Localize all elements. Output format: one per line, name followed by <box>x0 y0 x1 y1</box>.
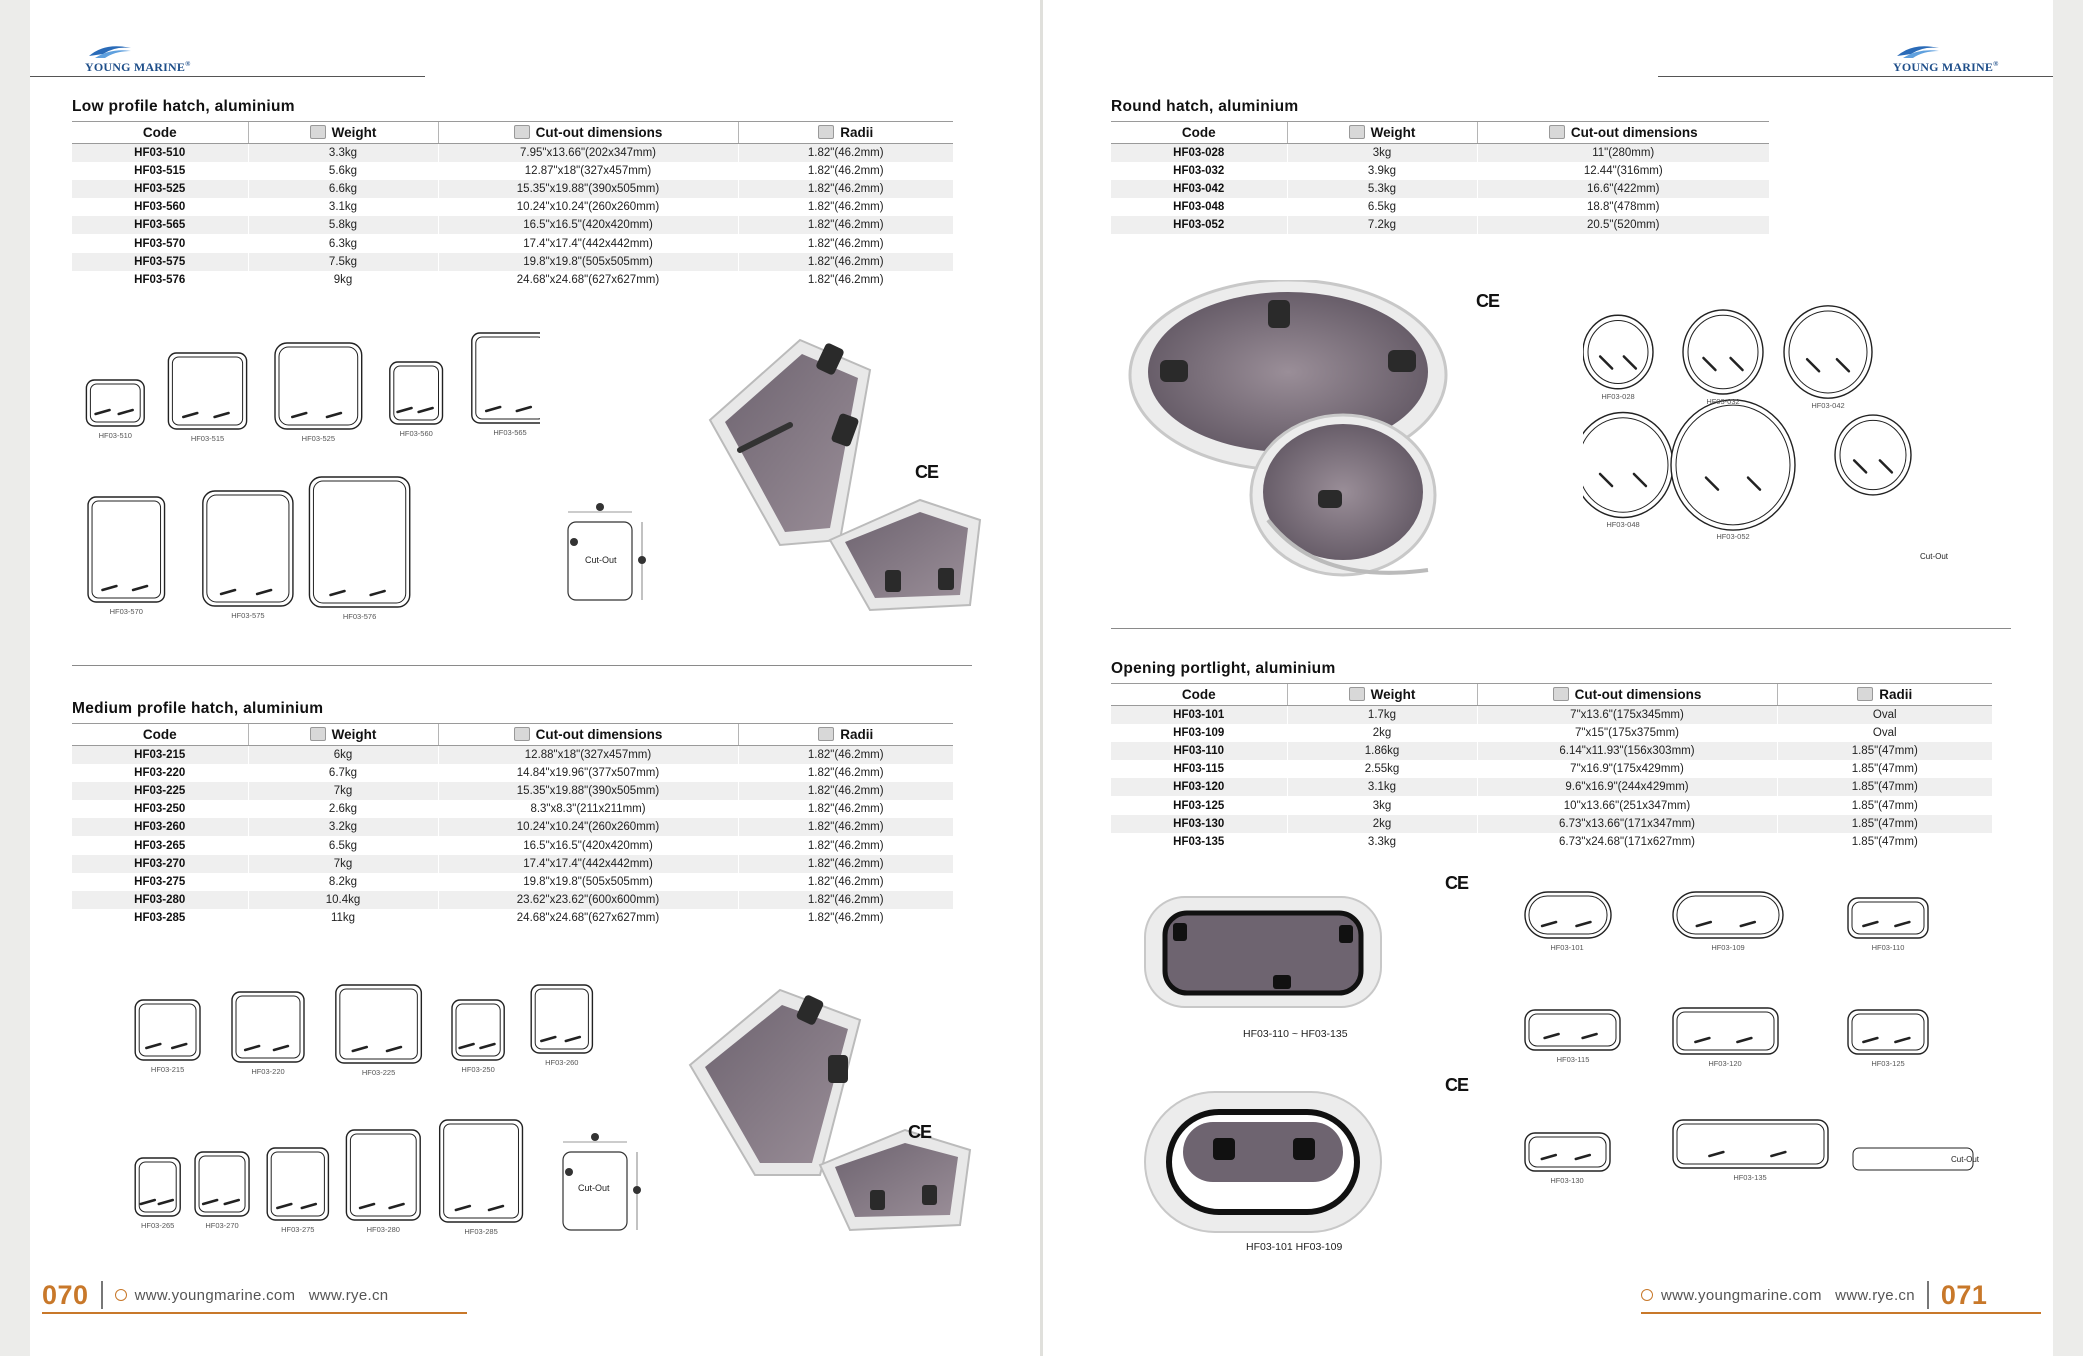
portlight-title: Opening portlight, aluminium <box>1111 660 1336 677</box>
hatch-drawing <box>472 333 540 423</box>
table-cell: 1.85"(47mm) <box>1777 833 1992 851</box>
code-cell: HF03-575 <box>72 253 248 271</box>
left-footer-rule <box>42 1312 467 1314</box>
drawing-caption: HF03-510 <box>98 431 132 440</box>
drawing-caption: HF03-125 <box>1871 1059 1905 1068</box>
footer-bar <box>1927 1281 1929 1309</box>
drawing-caption: HF03-130 <box>1550 1176 1584 1185</box>
table-header-row <box>1111 684 1992 706</box>
table-cell: 5.3kg <box>1287 180 1477 198</box>
round-hatch-drawing <box>1835 415 1911 495</box>
table-row <box>72 180 953 198</box>
table-row <box>1111 833 1992 851</box>
table-cell: 24.68"x24.68"(627x627mm) <box>438 271 738 289</box>
code-cell: HF03-510 <box>72 144 248 162</box>
drawing-caption: HF03-042 <box>1811 401 1845 410</box>
table-cell: 10"x13.66"(251x347mm) <box>1477 796 1777 814</box>
table-row <box>72 253 953 271</box>
table-cell: 5.8kg <box>248 216 438 234</box>
table-row <box>72 800 953 818</box>
round-hatch-drawing <box>1583 315 1653 389</box>
table-cell: 3.3kg <box>1287 833 1477 851</box>
code-cell: HF03-125 <box>1173 799 1225 812</box>
table-cell: 6.5kg <box>248 836 438 854</box>
right-footer <box>1641 1278 1987 1312</box>
table-cell: 8.2kg <box>248 873 438 891</box>
drawing-caption: HF03-225 <box>361 1068 396 1077</box>
medium-cutout-label: Cut-Out <box>578 1183 610 1193</box>
table-row <box>1111 180 1769 198</box>
table-cell: 6.6kg <box>248 180 438 198</box>
table-cell: 1.82"(46.2mm) <box>738 891 953 909</box>
brand-wave-icon <box>85 40 135 60</box>
hatch-drawing <box>336 985 422 1063</box>
table-cell: 23.62"x23.62"(600x600mm) <box>438 891 738 909</box>
low-profile-title: Low profile hatch, aluminium <box>72 98 295 115</box>
table-row <box>72 216 953 234</box>
column-header: Weight <box>248 122 438 144</box>
drawing-caption: HF03-565 <box>493 428 527 437</box>
drawing-caption: HF03-101 <box>1550 943 1584 952</box>
brand-name: YOUNG MARINE® <box>1893 60 1999 74</box>
hatch-drawing <box>1673 1120 1828 1168</box>
portlight-rect-photo <box>1143 895 1383 1015</box>
code-cell: HF03-032 <box>1173 164 1225 177</box>
table-row <box>1111 796 1992 814</box>
round-drawings <box>1583 300 1943 570</box>
table-cell: 6.14"x11.93"(156x303mm) <box>1477 742 1777 760</box>
drawing-caption: HF03-135 <box>1733 1173 1767 1182</box>
code-cell: HF03-135 <box>1173 835 1225 848</box>
radii-icon <box>818 727 834 741</box>
footer-bar <box>101 1281 103 1309</box>
table-cell: 1.82"(46.2mm) <box>738 253 953 271</box>
hatch-drawing <box>232 992 304 1062</box>
column-header: Cut-out dimensions <box>1477 684 1777 706</box>
code-cell: HF03-280 <box>72 891 248 909</box>
table-cell: 1.85"(47mm) <box>1777 796 1992 814</box>
hatch-drawing <box>1848 898 1928 938</box>
hatch-drawing <box>88 497 165 602</box>
round-table <box>1111 121 1769 234</box>
drawing-caption: HF03-265 <box>141 1221 175 1230</box>
table-cell: 1.85"(47mm) <box>1777 742 1992 760</box>
table-cell: 3.1kg <box>248 198 438 216</box>
table-cell: 1.82"(46.2mm) <box>738 836 953 854</box>
globe-icon <box>115 1289 127 1301</box>
table-row <box>1111 742 1992 760</box>
code-cell: HF03-265 <box>134 839 186 852</box>
table-cell: 10.24"x10.24"(260x260mm) <box>438 198 738 216</box>
table-cell: 15.35"x19.88"(390x505mm) <box>438 180 738 198</box>
table-row <box>72 873 953 891</box>
code-cell: HF03-042 <box>1111 180 1287 198</box>
drawing-caption: HF03-048 <box>1606 520 1640 529</box>
left-website[interactable]: www.youngmarine.com www.rye.cn <box>115 1287 389 1304</box>
table-cell: 19.8"x19.8"(505x505mm) <box>438 253 738 271</box>
drawing-caption: HF03-115 <box>1556 1055 1590 1064</box>
column-header: Code <box>1111 122 1287 144</box>
table-cell: 1.82"(46.2mm) <box>738 180 953 198</box>
portlight-rect-caption: HF03-110 ~ HF03-135 <box>1243 1028 1348 1040</box>
column-header: Radii <box>1777 684 1992 706</box>
table-row <box>1111 144 1769 162</box>
low-cutout-label: Cut-Out <box>585 555 617 565</box>
code-cell: HF03-285 <box>134 912 186 925</box>
table-cell: 7"x16.9"(175x429mm) <box>1477 760 1777 778</box>
code-cell: HF03-220 <box>134 766 186 779</box>
table-cell: 1.82"(46.2mm) <box>738 800 953 818</box>
column-header: Cut-out dimensions <box>438 724 738 746</box>
table-header-row <box>72 724 953 746</box>
table-cell: 9kg <box>248 271 438 289</box>
cutout-icon <box>514 125 530 139</box>
portlight-ce-mark-1: CE <box>1445 873 1469 893</box>
table-cell: 7kg <box>248 855 438 873</box>
radii-icon <box>818 125 834 139</box>
table-cell: 2kg <box>1287 724 1477 742</box>
hatch-drawing <box>390 362 443 424</box>
code-cell: HF03-048 <box>1173 201 1225 214</box>
table-cell: 3kg <box>1287 144 1477 162</box>
table-cell: 17.4"x17.4"(442x442mm) <box>438 234 738 252</box>
hatch-drawing <box>168 353 246 429</box>
table-cell: 24.68"x24.68"(627x627mm) <box>438 909 738 927</box>
code-cell: HF03-110 <box>1111 742 1287 760</box>
table-cell: 1.82"(46.2mm) <box>738 234 953 252</box>
round-title: Round hatch, aluminium <box>1111 98 1299 115</box>
table-header-row <box>1111 122 1769 144</box>
table-cell: 17.4"x17.4"(442x442mm) <box>438 855 738 873</box>
table-row <box>72 162 953 180</box>
right-footer-rule <box>1641 1312 2041 1314</box>
hatch-drawing <box>267 1148 328 1220</box>
table-cell: 7kg <box>248 782 438 800</box>
table-cell: 1.85"(47mm) <box>1777 760 1992 778</box>
code-cell: HF03-260 <box>72 818 248 836</box>
drawing-caption: HF03-032 <box>1706 397 1740 406</box>
code-cell: HF03-130 <box>1111 815 1287 833</box>
table-cell: 16.5"x16.5"(420x420mm) <box>438 836 738 854</box>
round-hatch-drawing <box>1784 306 1872 398</box>
table-row <box>72 234 953 252</box>
table-row <box>72 144 953 162</box>
table-cell: 1.82"(46.2mm) <box>738 909 953 927</box>
round-hatch-drawing <box>1683 310 1763 394</box>
table-cell: 3.9kg <box>1287 162 1477 180</box>
table-cell: 2kg <box>1287 815 1477 833</box>
low-ce-mark: CE <box>915 462 939 482</box>
table-row <box>72 836 953 854</box>
low-profile-drawings <box>70 325 540 625</box>
hatch-drawing <box>1525 1010 1620 1050</box>
table-row <box>1111 815 1992 833</box>
table-cell: 1.82"(46.2mm) <box>738 818 953 836</box>
table-cell: 10.24"x10.24"(260x260mm) <box>438 818 738 836</box>
table-cell: 6.5kg <box>1287 198 1477 216</box>
drawing-caption: HF03-560 <box>399 429 433 438</box>
column-header: Radii <box>738 122 953 144</box>
table-cell: 1.82"(46.2mm) <box>738 873 953 891</box>
brand-logo <box>85 40 191 75</box>
table-cell: 19.8"x19.8"(505x505mm) <box>438 873 738 891</box>
table-cell: 1.82"(46.2mm) <box>738 855 953 873</box>
round-hatch-photo <box>1128 280 1448 590</box>
column-header: Weight <box>1287 122 1477 144</box>
medium-profile-title: Medium profile hatch, aluminium <box>72 700 324 717</box>
hatch-drawing <box>1673 892 1783 938</box>
drawing-caption: HF03-120 <box>1708 1059 1742 1068</box>
right-page <box>1043 0 2053 1356</box>
portlight-oval-caption: HF03-101 HF03-109 <box>1246 1241 1343 1253</box>
table-cell: 12.87"x18"(327x457mm) <box>438 162 738 180</box>
code-cell: HF03-052 <box>1111 216 1287 234</box>
code-cell: HF03-109 <box>1173 726 1225 739</box>
round-hatch-drawing <box>1583 413 1673 518</box>
portlight-table <box>1111 683 1992 851</box>
table-cell: 7.95"x13.66"(202x347mm) <box>438 144 738 162</box>
drawing-caption: HF03-576 <box>342 612 377 621</box>
radii-icon <box>1857 687 1873 701</box>
right-website[interactable]: www.youngmarine.com www.rye.cn <box>1641 1287 1915 1304</box>
code-cell: HF03-250 <box>134 803 186 816</box>
table-cell: 16.5"x16.5"(420x420mm) <box>438 216 738 234</box>
drawing-caption: HF03-570 <box>109 607 143 616</box>
table-cell: 10.4kg <box>248 891 438 909</box>
table-cell: 1.82"(46.2mm) <box>738 782 953 800</box>
drawing-caption: HF03-028 <box>1601 392 1635 401</box>
table-cell: 7.2kg <box>1287 216 1477 234</box>
table-cell: 11"(280mm) <box>1477 144 1769 162</box>
round-hatch-drawing <box>1671 400 1795 530</box>
cutout-icon <box>1553 687 1569 701</box>
hatch-drawing <box>195 1152 249 1216</box>
table-row <box>72 746 953 764</box>
code-cell: HF03-101 <box>1111 706 1287 724</box>
column-header: Cut-out dimensions <box>1477 122 1769 144</box>
table-row <box>1111 162 1769 180</box>
table-cell: 15.35"x19.88"(390x505mm) <box>438 782 738 800</box>
column-header: Radii <box>738 724 953 746</box>
column-header: Weight <box>248 724 438 746</box>
hatch-drawing <box>309 477 409 607</box>
table-cell: 12.44"(316mm) <box>1477 162 1769 180</box>
hatch-drawing <box>1525 1133 1610 1171</box>
code-cell: HF03-515 <box>134 164 186 177</box>
table-cell: 6.73"x24.68"(171x627mm) <box>1477 833 1777 851</box>
weight-icon <box>310 727 326 741</box>
table-row <box>1111 724 1992 742</box>
hatch-drawing <box>1848 1010 1928 1054</box>
table-row <box>72 855 953 873</box>
brand-wave-icon <box>1893 40 1943 60</box>
portlight-ce-mark-2: CE <box>1445 1075 1469 1095</box>
drawing-caption: HF03-525 <box>301 434 336 443</box>
code-cell: HF03-560 <box>134 201 186 214</box>
table-cell: 3.1kg <box>1287 778 1477 796</box>
drawing-caption: HF03-250 <box>461 1065 495 1074</box>
column-header: Code <box>1111 684 1287 706</box>
hatch-drawing <box>440 1120 523 1222</box>
code-cell: HF03-120 <box>1111 778 1287 796</box>
table-cell: 1.82"(46.2mm) <box>738 162 953 180</box>
table-cell: 1.82"(46.2mm) <box>738 764 953 782</box>
column-header: Code <box>72 122 248 144</box>
table-cell: 7"x15"(175x375mm) <box>1477 724 1777 742</box>
code-cell: HF03-275 <box>134 875 186 888</box>
table-cell: 8.3"x8.3"(211x211mm) <box>438 800 738 818</box>
table-cell: 11kg <box>248 909 438 927</box>
table-cell: 1.82"(46.2mm) <box>738 198 953 216</box>
drawing-caption: HF03-109 <box>1711 943 1745 952</box>
portlight-cutout-label: Cut-Out <box>1951 1155 1980 1164</box>
table-cell: 2.6kg <box>248 800 438 818</box>
code-cell: HF03-525 <box>72 180 248 198</box>
portlight-oval-photo <box>1143 1090 1383 1240</box>
weight-icon <box>1349 687 1365 701</box>
table-row <box>1111 198 1769 216</box>
cutout-icon <box>1549 125 1565 139</box>
drawing-caption: HF03-110 <box>1871 943 1905 952</box>
weight-icon <box>1349 125 1365 139</box>
medium-ce-mark: CE <box>908 1122 932 1142</box>
table-cell: 18.8"(478mm) <box>1477 198 1769 216</box>
code-cell: HF03-570 <box>134 237 186 250</box>
round-cutout-label: Cut-Out <box>1920 552 1949 561</box>
table-cell: 6.7kg <box>248 764 438 782</box>
right-page-number: 071 <box>1940 1279 1988 1310</box>
code-cell: HF03-115 <box>1173 763 1224 776</box>
table-cell: 7"x13.6"(175x345mm) <box>1477 706 1777 724</box>
table-row <box>72 198 953 216</box>
table-cell: 2.55kg <box>1287 760 1477 778</box>
code-cell: HF03-270 <box>72 855 248 873</box>
table-row <box>72 818 953 836</box>
table-row <box>72 271 953 289</box>
table-cell: 1.7kg <box>1287 706 1477 724</box>
header-rule <box>1658 76 2053 77</box>
drawing-caption: HF03-285 <box>464 1227 498 1236</box>
low-profile-table <box>72 121 953 289</box>
round-ce-mark: CE <box>1476 291 1500 311</box>
table-row <box>72 764 953 782</box>
table-cell: 5.6kg <box>248 162 438 180</box>
hatch-drawing <box>531 985 592 1053</box>
portlight-drawings <box>1523 890 2003 1190</box>
table-cell: 3.3kg <box>248 144 438 162</box>
drawing-caption: HF03-220 <box>251 1067 285 1076</box>
right-section-divider <box>1111 628 2011 629</box>
table-row <box>72 909 953 927</box>
hatch-drawing <box>346 1130 420 1220</box>
hatch-drawing <box>135 1158 180 1216</box>
cutout-icon <box>514 727 530 741</box>
code-cell: HF03-215 <box>72 746 248 764</box>
header-rule <box>30 76 425 77</box>
table-cell: 1.82"(46.2mm) <box>738 144 953 162</box>
code-cell: HF03-576 <box>134 273 186 286</box>
table-cell: 1.82"(46.2mm) <box>738 746 953 764</box>
left-footer <box>42 1278 388 1312</box>
table-row <box>72 891 953 909</box>
medium-profile-table <box>72 723 953 927</box>
medium-profile-hatch-photo <box>660 985 980 1235</box>
drawing-caption: HF03-215 <box>150 1065 185 1074</box>
brand-logo-right <box>1893 40 1999 75</box>
hatch-drawing <box>1525 892 1611 938</box>
table-header-row <box>72 122 953 144</box>
left-page-number: 070 <box>42 1279 89 1310</box>
weight-icon <box>310 125 326 139</box>
drawing-caption: HF03-260 <box>545 1058 579 1067</box>
table-cell: 1.82"(46.2mm) <box>738 216 953 234</box>
medium-profile-drawings <box>100 980 620 1240</box>
code-cell: HF03-028 <box>1111 144 1287 162</box>
table-cell: 7.5kg <box>248 253 438 271</box>
table-cell: 6.3kg <box>248 234 438 252</box>
left-page <box>30 0 1040 1356</box>
column-header: Weight <box>1287 684 1477 706</box>
low-profile-hatch-photo <box>670 330 990 615</box>
table-cell: 12.88"x18"(327x457mm) <box>438 746 738 764</box>
table-cell: 6kg <box>248 746 438 764</box>
hatch-drawing <box>452 1000 504 1060</box>
table-cell: 1.86kg <box>1287 742 1477 760</box>
table-cell: 20.5"(520mm) <box>1477 216 1769 234</box>
table-cell: Oval <box>1777 724 1992 742</box>
table-row <box>1111 216 1769 234</box>
drawing-caption: HF03-052 <box>1716 532 1750 541</box>
column-header: Code <box>72 724 248 746</box>
table-row <box>72 782 953 800</box>
drawing-caption: HF03-280 <box>366 1225 400 1234</box>
column-header: Cut-out dimensions <box>438 122 738 144</box>
table-row <box>1111 778 1992 796</box>
table-cell: 1.82"(46.2mm) <box>738 271 953 289</box>
table-cell: Oval <box>1777 706 1992 724</box>
drawing-caption: HF03-515 <box>190 434 225 443</box>
table-cell: 3.2kg <box>248 818 438 836</box>
hatch-drawing <box>275 343 362 429</box>
table-row <box>1111 706 1992 724</box>
table-cell: 6.73"x13.66"(171x347mm) <box>1477 815 1777 833</box>
table-cell: 9.6"x16.9"(244x429mm) <box>1477 778 1777 796</box>
table-cell: 1.85"(47mm) <box>1777 778 1992 796</box>
table-cell: 14.84"x19.96"(377x507mm) <box>438 764 738 782</box>
table-cell: 3kg <box>1287 796 1477 814</box>
drawing-caption: HF03-575 <box>231 611 265 620</box>
table-cell: 1.85"(47mm) <box>1777 815 1992 833</box>
hatch-drawing <box>86 380 144 426</box>
brand-name: YOUNG MARINE® <box>85 60 191 74</box>
code-cell: HF03-225 <box>72 782 248 800</box>
globe-icon <box>1641 1289 1653 1301</box>
left-section-divider <box>72 665 972 666</box>
hatch-drawing <box>135 1000 200 1060</box>
drawing-caption: HF03-275 <box>281 1225 315 1234</box>
table-cell: 16.6"(422mm) <box>1477 180 1769 198</box>
drawing-caption: HF03-270 <box>205 1221 239 1230</box>
hatch-drawing <box>203 491 293 606</box>
table-row <box>1111 760 1992 778</box>
hatch-drawing <box>1673 1008 1778 1054</box>
code-cell: HF03-565 <box>72 216 248 234</box>
